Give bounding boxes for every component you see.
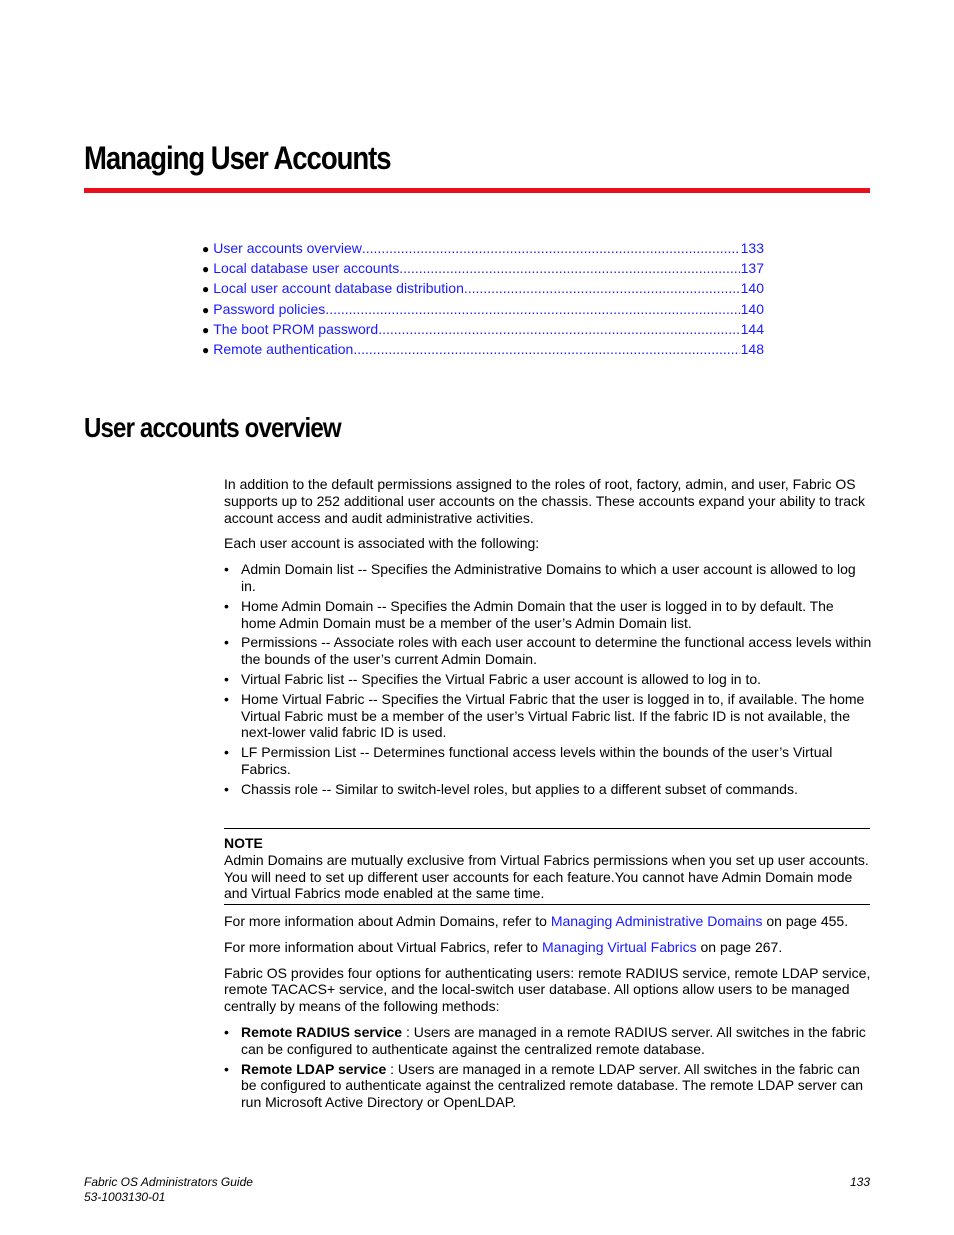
bullet-icon: •	[224, 744, 229, 761]
list-item: • Permissions -- Associate roles with each user account to determine the functional access levels within the bounds of the user’s current Admin Domain.	[224, 634, 872, 668]
toc-leader	[325, 301, 739, 317]
toc-link[interactable]: Remote authentication	[213, 340, 354, 357]
list-item: • Remote RADIUS service : Users are managed in a remote RADIUS server. All switches in the fabric can be configured to authenticate against the centralized remote database.	[224, 1023, 866, 1057]
note-box	[224, 828, 870, 905]
toc-link[interactable]: The boot PROM password	[213, 320, 379, 337]
toc-page[interactable]: 140	[740, 280, 764, 297]
footer-title: Fabric OS Administrators Guide	[84, 1175, 253, 1189]
toc-leader	[353, 341, 739, 357]
note-title: NOTE	[224, 835, 263, 851]
bullet-icon: •	[224, 561, 229, 578]
toc-bullet: ●	[202, 342, 210, 357]
list-item: • Virtual Fabric list -- Specifies the Virtual Fabric a user account is allowed to log in to.	[224, 670, 762, 687]
auth-intro: Fabric OS provides four options for authenticating users: remote RADIUS service, remote LDAP service, remote TACACS+ service, and the local-switch user database. All options allow users to be managed centrally by means of the following methods:	[224, 964, 871, 1015]
title-rule	[84, 188, 870, 193]
list-item: • LF Permission List -- Determines functional access levels within the bounds of the user’s Virtual Fabrics.	[224, 744, 833, 777]
toc-bullet: ●	[202, 242, 210, 256]
toc-leader	[464, 280, 740, 296]
toc-link[interactable]: User accounts overview	[213, 240, 362, 256]
toc-page[interactable]: 133	[740, 240, 764, 256]
section-body-continued	[224, 913, 872, 1114]
toc-bullet: ●	[202, 282, 210, 297]
bullet-icon: •	[224, 1023, 229, 1040]
auth-list	[224, 1024, 872, 1111]
toc-page[interactable]: 144	[740, 320, 764, 337]
toc-page[interactable]: 137	[740, 260, 764, 277]
chapter-title: Managing User Accounts	[84, 140, 391, 176]
bullet-icon: •	[224, 634, 229, 651]
toc-entry[interactable]	[202, 321, 764, 341]
more-info-vf: For more information about Virtual Fabrics, refer to Managing Virtual Fabrics on page 267.	[224, 938, 783, 955]
more-info-ad: For more information about Admin Domains, refer to Managing Administrative Domains on page 455.	[224, 913, 849, 929]
toc-link[interactable]: Local user account database distribution	[213, 280, 464, 297]
toc-entry[interactable]	[202, 260, 764, 280]
bullet-icon: •	[224, 597, 229, 614]
toc-entry[interactable]	[202, 341, 764, 361]
list-item: • Admin Domain list -- Specifies the Administrative Domains to which a user account is allowed to log in.	[224, 561, 856, 594]
intro-paragraph: In addition to the default permissions assigned to the roles of root, factory, admin, and user, Fabric OS supports up to 252 additional user accounts on the chassis. These accounts expand your ability to track account access and audit administrative activities.	[224, 476, 866, 526]
note-text: Admin Domains are mutually exclusive from Virtual Fabrics permissions when you set up user accounts. You will need to set up different user accounts for each feature.You cannot have Admin Domain mode and Virtual Fabrics mode enabled at the same time.	[224, 851, 869, 902]
toc-bullet: ●	[202, 262, 210, 277]
list-item: • Home Virtual Fabric -- Specifies the Virtual Fabric that the user is logged in to, if available. The home Virtual Fabric must be a member of the user’s Virtual Fabric list. If the fabric ID is not available, the next-lower valid fabric ID is used.	[224, 690, 865, 741]
toc-leader	[378, 321, 739, 337]
toc-leader	[362, 240, 740, 256]
page-footer	[84, 1175, 870, 1205]
table-of-contents	[202, 240, 764, 361]
toc-bullet: ●	[202, 322, 210, 337]
virtual-fabrics-link[interactable]: Managing Virtual Fabrics	[541, 938, 697, 955]
footer-page-number: 133	[849, 1175, 870, 1189]
toc-bullet: ●	[202, 302, 210, 317]
toc-page[interactable]: 140	[740, 300, 764, 317]
toc-entry[interactable]	[202, 280, 764, 300]
assoc-list	[224, 561, 872, 797]
auth-term: Remote LDAP service	[241, 1060, 387, 1077]
bullet-icon: •	[224, 780, 229, 797]
bullet-icon: •	[224, 670, 229, 687]
toc-leader	[399, 260, 739, 276]
bullet-icon: •	[224, 1060, 229, 1077]
bullet-icon: •	[224, 690, 229, 707]
list-item: • Remote LDAP service : Users are managed in a remote LDAP server. All switches in the fabric can be configured to authenticate against the centralized remote database. The remote LDAP server can run Microsoft Active Directory or OpenLDAP.	[224, 1060, 864, 1111]
toc-page[interactable]: 148	[740, 340, 764, 357]
footer-doc-number: 53-1003130-01	[84, 1190, 166, 1204]
toc-entry[interactable]	[202, 301, 764, 321]
toc-link[interactable]: Password policies	[213, 300, 326, 317]
assoc-lead: Each user account is associated with the following:	[224, 535, 540, 552]
admin-domains-link[interactable]: Managing Administrative Domains	[550, 913, 763, 929]
section-title: User accounts overview	[84, 412, 341, 443]
toc-entry[interactable]	[202, 240, 764, 260]
list-item: • Chassis role -- Similar to switch-level roles, but applies to a different subset of commands.	[224, 780, 798, 797]
auth-term: Remote RADIUS service	[241, 1023, 403, 1040]
list-item: • Home Admin Domain -- Specifies the Admin Domain that the user is logged in to by default. The home Admin Domain must be a member of the user’s Admin Domain list.	[224, 597, 834, 631]
section-body	[224, 476, 872, 801]
toc-link[interactable]: Local database user accounts	[213, 260, 400, 277]
